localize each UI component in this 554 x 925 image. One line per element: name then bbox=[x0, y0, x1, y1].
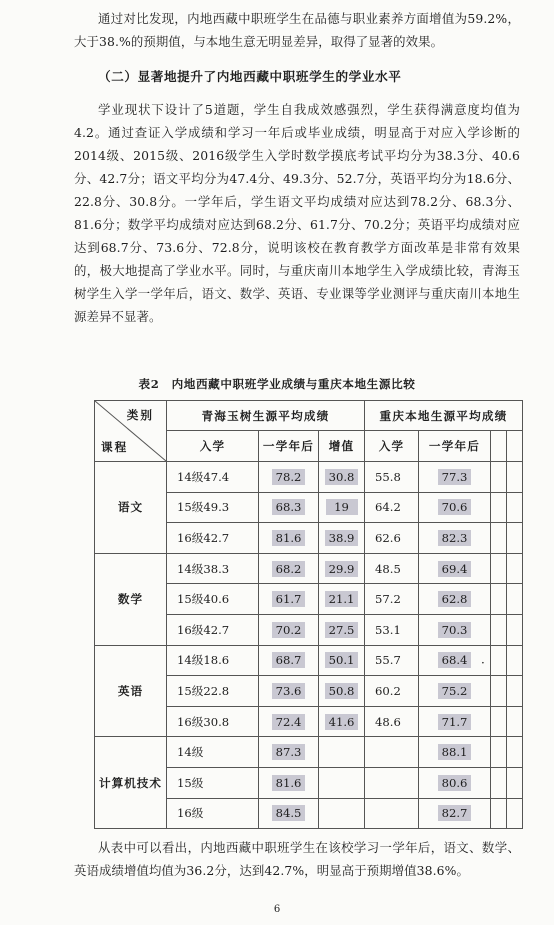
empty-cell bbox=[491, 798, 507, 829]
highlighted-value: 21.1 bbox=[325, 591, 359, 607]
highlighted-value: 70.3 bbox=[438, 622, 472, 638]
highlighted-value: 84.5 bbox=[272, 805, 306, 821]
table-row bbox=[95, 462, 523, 493]
subheader-entry-2: 入学 bbox=[365, 431, 419, 462]
highlighted-value: 38.9 bbox=[325, 530, 359, 546]
empty-cell bbox=[491, 523, 507, 554]
gain-score-cell bbox=[319, 645, 365, 676]
after-score-cell bbox=[259, 706, 319, 737]
empty-cell bbox=[491, 767, 507, 798]
empty-cell bbox=[491, 645, 507, 676]
gain-score-cell bbox=[319, 798, 365, 829]
entry-score-cell: 15级 bbox=[167, 767, 259, 798]
empty-cell bbox=[507, 676, 523, 707]
empty-cell bbox=[491, 737, 507, 768]
entry-score-cell: 15级40.6 bbox=[167, 584, 259, 615]
local-after-score-cell bbox=[419, 614, 491, 645]
gain-score-cell bbox=[319, 462, 365, 493]
paragraph-3: 从表中可以看出，内地西藏中职班学生在该校学习一学年后，语文、数学、英语成绩增值均值为36.2分，达到42.7%，明显高于预期增值38.6%。 bbox=[74, 840, 520, 878]
subheader-entry: 入学 bbox=[167, 431, 259, 462]
entry-score-cell: 14级38.3 bbox=[167, 553, 259, 584]
local-after-score-cell bbox=[419, 706, 491, 737]
gain-score-cell bbox=[319, 492, 365, 523]
highlighted-value: 81.6 bbox=[272, 530, 306, 546]
empty-cell bbox=[507, 614, 523, 645]
empty-cell bbox=[507, 706, 523, 737]
empty-cell bbox=[491, 584, 507, 615]
gain-score-cell bbox=[319, 614, 365, 645]
highlighted-value: 69.4 bbox=[438, 561, 472, 577]
after-score-cell bbox=[259, 523, 319, 554]
highlighted-value: 81.6 bbox=[272, 775, 306, 791]
empty-cell bbox=[507, 523, 523, 554]
local-after-score-cell bbox=[419, 798, 491, 829]
highlighted-value: 73.6 bbox=[272, 683, 306, 699]
highlighted-value: 78.2 bbox=[272, 469, 306, 485]
course-name-cell: 数学 bbox=[95, 553, 167, 645]
local-entry-score-cell bbox=[365, 767, 419, 798]
highlighted-value: 71.7 bbox=[438, 714, 472, 730]
empty-cell bbox=[507, 737, 523, 768]
highlighted-value: 50.1 bbox=[325, 652, 359, 668]
empty-cell bbox=[491, 492, 507, 523]
highlighted-value: 50.8 bbox=[325, 683, 359, 699]
local-after-score-cell bbox=[419, 767, 491, 798]
highlighted-value: 80.6 bbox=[438, 775, 472, 791]
gain-score-cell bbox=[319, 767, 365, 798]
gain-score-cell bbox=[319, 737, 365, 768]
local-entry-score-cell: 55.7 bbox=[365, 645, 419, 676]
highlighted-value: 19 bbox=[326, 499, 358, 515]
score-table bbox=[94, 400, 523, 829]
highlighted-value: 82.3 bbox=[438, 530, 472, 546]
page-number: 6 bbox=[273, 904, 281, 915]
paragraph-1: 通过对比发现，内地西藏中职班学生在品德与职业素养方面增值为59.2%，大于38.%的预期值，与本地生意无明显差异，取得了显著的效果。 bbox=[74, 11, 520, 49]
empty-cell bbox=[507, 553, 523, 584]
gain-score-cell bbox=[319, 706, 365, 737]
gain-score-cell bbox=[319, 676, 365, 707]
highlighted-value: 61.7 bbox=[272, 591, 306, 607]
highlighted-value: 70.2 bbox=[272, 622, 306, 638]
local-after-score-cell bbox=[419, 584, 491, 615]
local-entry-score-cell: 64.2 bbox=[365, 492, 419, 523]
after-score-cell bbox=[259, 492, 319, 523]
highlighted-value: 87.3 bbox=[272, 744, 306, 760]
highlighted-value: 72.4 bbox=[272, 714, 306, 730]
after-score-cell bbox=[259, 462, 319, 493]
local-after-score-cell bbox=[419, 737, 491, 768]
group-header-qinghai: 青海玉树生源平均成绩 bbox=[167, 401, 365, 431]
table-row bbox=[95, 553, 523, 584]
section-heading: （二）显著地提升了内地西藏中职班学生的学业水平 bbox=[98, 69, 402, 84]
course-name-cell: 计算机技术 bbox=[95, 737, 167, 829]
highlighted-value: 30.8 bbox=[325, 469, 359, 485]
after-score-cell bbox=[259, 798, 319, 829]
empty-cell bbox=[491, 431, 507, 462]
local-entry-score-cell: 55.8 bbox=[365, 462, 419, 493]
after-score-cell bbox=[259, 614, 319, 645]
empty-cell bbox=[491, 706, 507, 737]
after-score-cell bbox=[259, 645, 319, 676]
subheader-gain: 增值 bbox=[319, 431, 365, 462]
table-caption: 表2 内地西藏中职班学业成绩与重庆本地生源比较 bbox=[138, 377, 416, 391]
subheader-after: 一学年后 bbox=[259, 431, 319, 462]
after-score-cell bbox=[259, 553, 319, 584]
entry-score-cell: 16级30.8 bbox=[167, 706, 259, 737]
empty-cell bbox=[507, 798, 523, 829]
highlighted-value: 68.2 bbox=[272, 561, 306, 577]
entry-score-cell: 14级 bbox=[167, 737, 259, 768]
corner-label-course: 课程 bbox=[101, 440, 129, 454]
local-entry-score-cell: 57.2 bbox=[365, 584, 419, 615]
highlighted-value: 75.2 bbox=[438, 683, 472, 699]
after-score-cell bbox=[259, 767, 319, 798]
entry-score-cell: 16级42.7 bbox=[167, 523, 259, 554]
entry-score-cell: 16级42.7 bbox=[167, 614, 259, 645]
empty-cell bbox=[491, 462, 507, 493]
local-after-score-cell bbox=[419, 523, 491, 554]
empty-cell bbox=[507, 462, 523, 493]
local-entry-score-cell: 62.6 bbox=[365, 523, 419, 554]
stray-mark: · bbox=[481, 656, 485, 670]
local-after-score-cell bbox=[419, 492, 491, 523]
empty-cell bbox=[507, 767, 523, 798]
course-name-cell: 语文 bbox=[95, 462, 167, 554]
after-score-cell bbox=[259, 676, 319, 707]
highlighted-value: 88.1 bbox=[438, 744, 472, 760]
local-entry-score-cell: 60.2 bbox=[365, 676, 419, 707]
highlighted-value: 41.6 bbox=[325, 714, 359, 730]
local-entry-score-cell: 48.6 bbox=[365, 706, 419, 737]
course-name-cell: 英语 bbox=[95, 645, 167, 737]
local-after-score-cell bbox=[419, 462, 491, 493]
empty-cell bbox=[491, 614, 507, 645]
highlighted-value: 68.3 bbox=[272, 499, 306, 515]
highlighted-value: 29.9 bbox=[325, 561, 359, 577]
highlighted-value: 82.7 bbox=[438, 805, 472, 821]
empty-cell bbox=[491, 676, 507, 707]
entry-score-cell: 14级47.4 bbox=[167, 462, 259, 493]
local-entry-score-cell: 48.5 bbox=[365, 553, 419, 584]
empty-cell bbox=[507, 645, 523, 676]
local-entry-score-cell: 53.1 bbox=[365, 614, 419, 645]
entry-score-cell: 15级49.3 bbox=[167, 492, 259, 523]
after-score-cell bbox=[259, 584, 319, 615]
empty-cell bbox=[491, 553, 507, 584]
local-after-score-cell bbox=[419, 676, 491, 707]
table-row bbox=[95, 645, 523, 676]
highlighted-value: 77.3 bbox=[438, 469, 472, 485]
after-score-cell bbox=[259, 737, 319, 768]
paragraph-2: 学业现状下设计了5道题，学生自我成效感强烈，学生获得满意度均值为4.2。通过查证入学成绩和学习一年后或毕业成绩，明显高于对应入学诊断的2014级、2015级、2016级学生入学时数学摸底考试平均分为38.3分、40.6分、42.7分；语文平均分为47.4分、49.3分、52.7分，英语平均分为18.6分、22.8分、30.8分。一学年后，学生语文平均成绩对应达到78.2分、68.3分、81.6分；数学平均成绩对应达到68.2分、61.7分、70.2分；英语平均成绩对应达到68.7分、73.6分、72.8分，说明该校在教育教学方面改革是非常有效果的，极大地提高了学业水平。同时，与重庆南川本地学生入学成绩比较，青海玉树学生入学一学年后，语文、数学、英语、专业课等学业测评与重庆南川本地生源差异不显著。 bbox=[74, 102, 520, 324]
highlighted-value: 62.8 bbox=[438, 591, 472, 607]
highlighted-value: 27.5 bbox=[325, 622, 359, 638]
gain-score-cell bbox=[319, 553, 365, 584]
corner-label-category: 类别 bbox=[126, 408, 154, 422]
empty-cell bbox=[507, 584, 523, 615]
entry-score-cell: 16级 bbox=[167, 798, 259, 829]
local-entry-score-cell bbox=[365, 737, 419, 768]
entry-score-cell: 15级22.8 bbox=[167, 676, 259, 707]
local-after-score-cell bbox=[419, 553, 491, 584]
empty-cell bbox=[507, 492, 523, 523]
group-header-chongqing: 重庆本地生源平均成绩 bbox=[365, 401, 523, 431]
gain-score-cell bbox=[319, 584, 365, 615]
gain-score-cell bbox=[319, 523, 365, 554]
local-after-score-cell bbox=[419, 645, 491, 676]
entry-score-cell: 14级18.6 bbox=[167, 645, 259, 676]
subheader-after-2: 一学年后 bbox=[419, 431, 491, 462]
highlighted-value: 68.4 bbox=[438, 652, 472, 668]
highlighted-value: 70.6 bbox=[438, 499, 472, 515]
empty-cell bbox=[507, 431, 523, 462]
local-entry-score-cell bbox=[365, 798, 419, 829]
table-row bbox=[95, 737, 523, 768]
highlighted-value: 68.7 bbox=[272, 652, 306, 668]
table-header-row bbox=[95, 401, 523, 431]
table-corner-cell bbox=[95, 401, 167, 462]
